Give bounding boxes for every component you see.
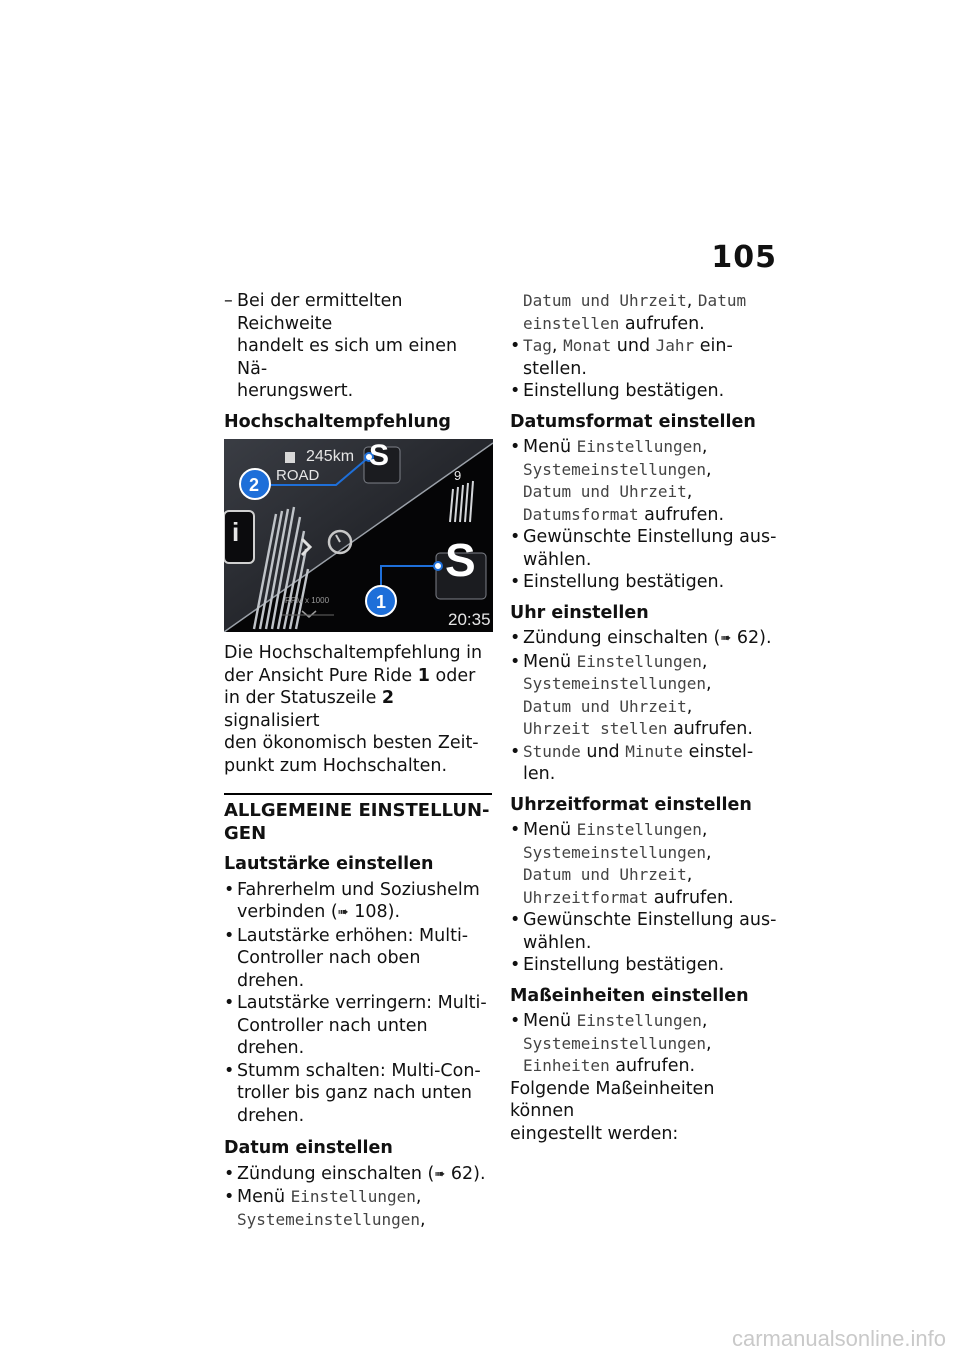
list-item: • Zündung einschalten (➠ 62). [224,1163,492,1187]
time-format-heading: Uhrzeitformat einstellen [510,794,752,815]
list-item: • Einstellung bestätigen. [510,954,782,977]
list-item: • Menü Einstellungen, Systemeinstellungen, Datum und Uhrzeit, Uhrzeitformat aufrufen. [510,819,782,909]
menu-path-continued: Datum und Uhrzeit, Datum einstellen aufrufen. [523,291,747,334]
list-item: • Stunde und Minute einstel- len. [510,741,782,786]
shift-description: Die Hochschaltempfehlung in der Ansicht Pure Ride 1 oder in der Statuszeile 2 signalisiert den ökonomisch besten Zeit- punkt zum Hochschalten. [224,643,483,776]
list-item: • Lautstärke verringern: Multi- Controller nach unten drehen. [224,992,492,1060]
list-item: • Zündung einschalten (➠ 62). [510,627,782,651]
list-item: • Gewünschte Einstellung aus- wählen. [510,909,782,954]
section-title: ALLGEMEINE EINSTELLUN- GEN [224,800,490,844]
list-item: • Stumm schalten: Multi-Con- troller bis ganz nach unten drehen. [224,1060,492,1128]
list-item: • Einstellung bestätigen. [510,380,782,403]
date-heading: Datum einstellen [224,1138,393,1158]
dash-item: – Bei der ermittelten Reichweite handelt es sich um einen Nä- herungswert. [224,290,492,403]
list-item: • Fahrerhelm und Soziushelm verbinden (➠ 108). [224,879,492,925]
fuel-pump-icon [285,452,295,463]
list-item: • Menü Einstellungen, Systemeinstellungen, Einheiten aufrufen. [510,1010,782,1078]
list-item: • Menü Einstellungen, Systemeinstellungen, Datum und Uhrzeit, Datumsformat aufrufen. [510,436,782,526]
right-column [510,290,782,1151]
shift-recommendation-figure [224,439,493,632]
list-item: • Einstellung bestätigen. [510,571,782,594]
watermark: carmanualsonline.info [731,1326,946,1351]
page-number: 105 [711,240,777,275]
gear-digit: 9 [454,468,462,483]
date-format-heading: Datumsformat einstellen [510,411,756,432]
units-heading: Maßeinheiten einstellen [510,985,749,1006]
clock-readout: 20:35 [448,610,491,629]
shift-symbol-small: S [369,439,390,472]
list-item: • Menü Einstellungen, Systemeinstellungen, [224,1186,492,1231]
left-column [224,290,492,1231]
page-reference-arrow-icon: ➠ [720,631,732,646]
page-reference-arrow-icon: ➠ [337,905,349,920]
page-reference-arrow-icon: ➠ [434,1166,446,1182]
range-readout: 245km [306,448,355,465]
clock-heading: Uhr einstellen [510,602,649,623]
shift-heading: Hochschaltempfehlung [224,411,451,432]
list-item: • Tag, Monat und Jahr ein- stellen. [510,335,782,380]
info-glyph: i [232,517,240,547]
rpm-unit-label: RPM x 1000 [285,596,330,605]
callout-2-label: 2 [249,475,260,495]
callout-1-label: 1 [376,592,387,612]
shift-symbol-large: S [445,534,476,586]
section-rule [224,793,492,795]
list-item: • Menü Einstellungen, Systemeinstellungen, Datum und Uhrzeit, Uhrzeit stellen aufrufen. [510,651,782,741]
list-item: • Lautstärke erhöhen: Multi- Controller nach oben drehen. [224,925,492,993]
units-text: Folgende Maßeinheiten können eingestellt werden: [510,1078,715,1144]
volume-heading: Lautstärke einstellen [224,854,434,874]
riding-mode: ROAD [276,467,320,484]
list-item: • Gewünschte Einstellung aus- wählen. [510,526,782,571]
